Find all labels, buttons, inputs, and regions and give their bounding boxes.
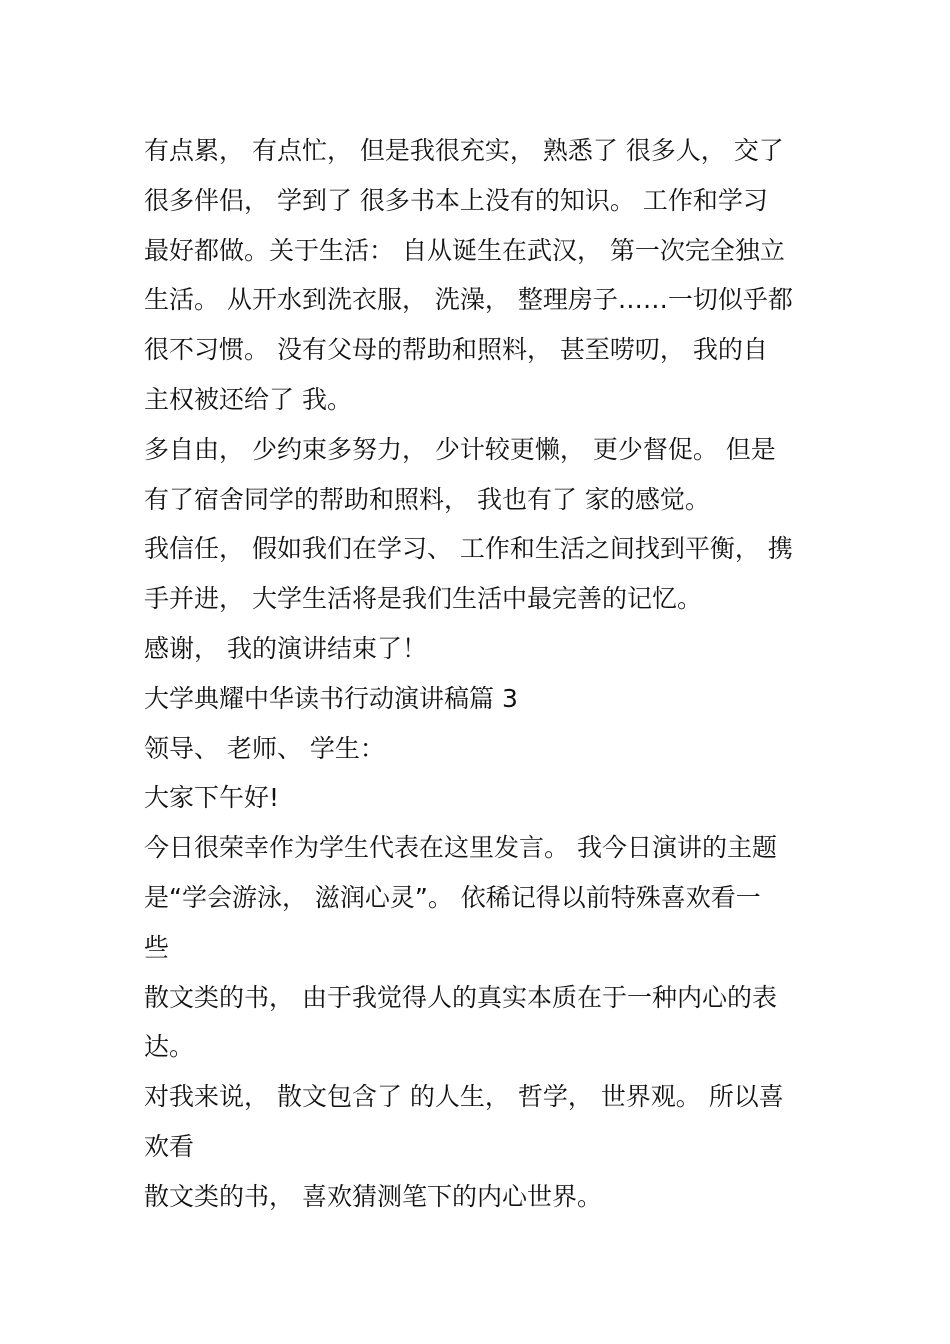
text-line: 散文类的书， 喜欢猜测笔下的内心世界。 [144,1181,602,1211]
text-line: 最好都做。关于生活： 自从诞生在武汉， 第一次完全独立 [144,235,785,265]
salutation: 领导、 老师、 学生： [144,733,385,763]
document-body [144,126,814,1222]
text-line: 手并进， 大学生活将是我们生活中最完善的记忆。 [144,584,702,614]
text-line: 多自由， 少约束多努力， 少计较更懒， 更少督促。 但是 [144,434,776,464]
text-line: 生活。 从开水到洗衣服， 洗澡， 整理房子……一切似乎都 [144,285,793,315]
text-line: 有点累， 有点忙， 但是我很充实， 熟悉了 很多人， 交了 [144,136,784,165]
text-line: 欢看 [144,1131,195,1161]
text-line: 我信任， 假如我们在学习、 工作和生活之间找到平衡， 携 [144,534,793,564]
text-line: 散文类的书， 由于我觉得人的真实本质在于一种内心的表 [144,982,777,1012]
text-line: 些 [144,932,170,962]
text-line: 今日很荣幸作为学生代表在这里发言。 我今日演讲的主题 [144,833,777,863]
section-title: 大学典耀中华读书行动演讲稿篇 3 [144,683,518,713]
text-line: 有了宿舍同学的帮助和照料， 我也有了 家的感觉。 [144,484,710,514]
text-line: 对我来说， 散文包含了 的人生， 哲学， 世界观。 所以喜 [144,1082,784,1112]
text-line: 感谢， 我的演讲结束了！ [144,633,427,663]
text-line: 很多伴侣， 学到了 很多书本上没有的知识。 工作和学习 [144,185,768,215]
text-line: 很不习惯。 没有父母的帮助和照料， 甚至唠叨， 我的自 [144,335,768,365]
text-line: 主权被还给了 我。 [144,384,352,414]
greeting: 大家下午好! [144,783,280,813]
text-line: 是“学会游泳， 滋润心灵”。 依稀记得以前特殊喜欢看一 [144,882,761,912]
text-line: 达。 [144,1032,195,1062]
